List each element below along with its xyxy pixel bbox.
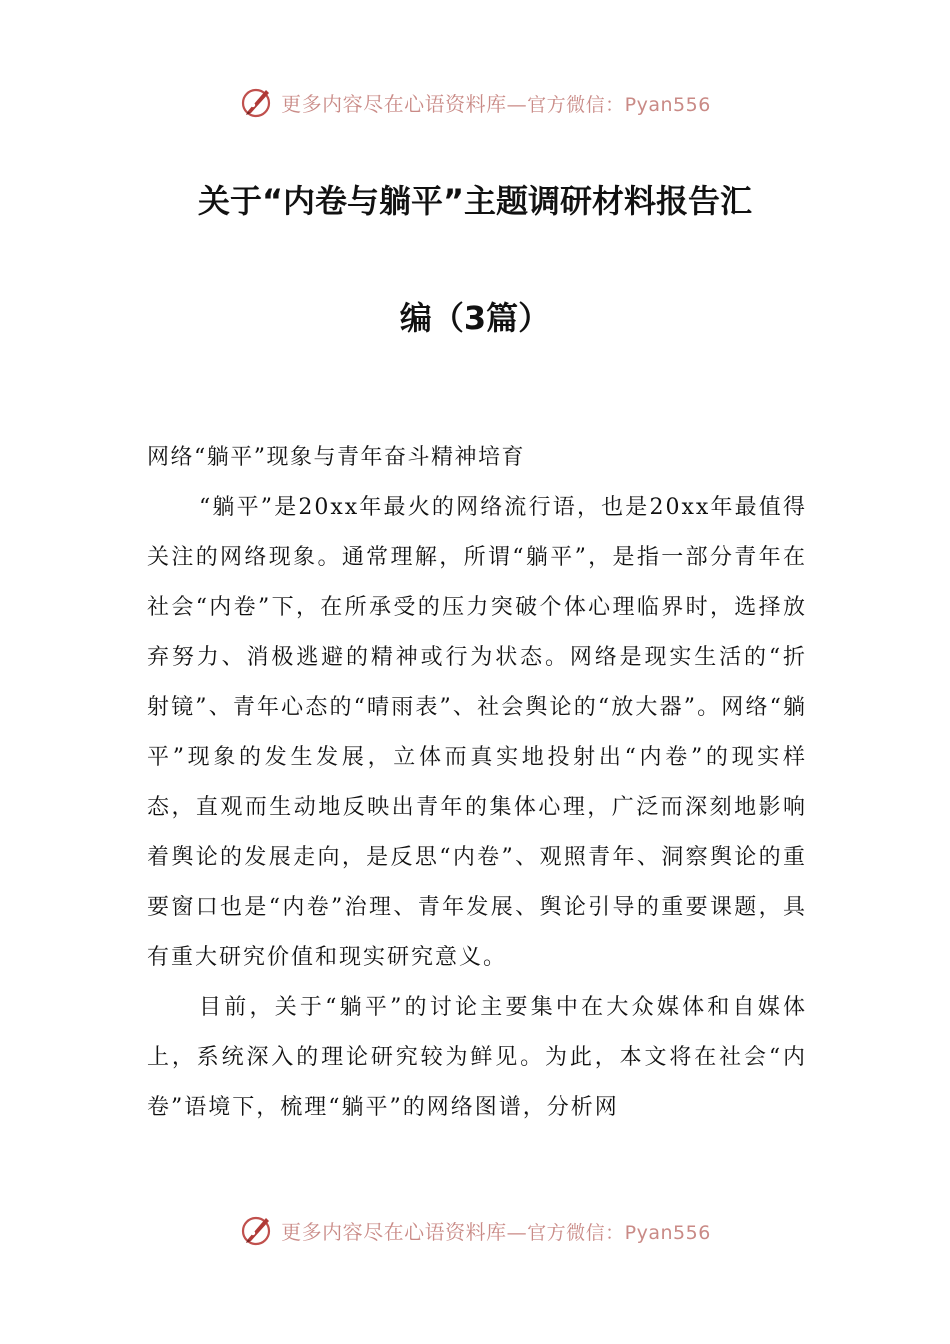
watermark-contact: 官方微信：Pyan556 xyxy=(527,1221,711,1244)
watermark-brand: 更多内容尽在心语资料库 xyxy=(281,91,507,116)
paragraph-1: “躺平”是20xx年最火的网络流行语，也是20xx年最值得关注的网络现象。通常理解，所谓“躺平”，是指一部分青年在社会“内卷”下，在所承受的压力突破个体心理临界时，选择放弃努力、消极逃避的精神或行为状态。网络是现实生活的“折射镜”、青年心态的“晴雨表”、社会舆论的“放大器”。网络“躺平”现象的发生发展，立体而真实地投射出“内卷”的现实样态，直观而生动地反映出青年的集体心理，广泛而深刻地影响着舆论的发展走向，是反思“内卷”、观照青年、洞察舆论的重要窗口也是“内卷”治理、青年发展、舆论引导的重要课题，具有重大研究价值和现实研究意义。 xyxy=(147,495,807,970)
watermark-text xyxy=(281,88,711,117)
footer-watermark xyxy=(0,1210,950,1250)
watermark-brand: 更多内容尽在心语资料库 xyxy=(281,1219,507,1244)
watermark-text xyxy=(281,1216,711,1245)
watermark-contact: 官方微信：Pyan556 xyxy=(527,93,711,116)
article-heading: 网络“躺平”现象与青年奋斗精神培育 xyxy=(147,445,525,470)
pen-circle-logo-icon xyxy=(239,1212,275,1248)
watermark-separator: — xyxy=(506,91,528,116)
watermark-separator: — xyxy=(506,1219,528,1244)
header-watermark xyxy=(0,82,950,122)
pen-circle-logo-icon xyxy=(239,84,275,120)
document-title-line-2: 编（3篇） xyxy=(399,299,551,337)
document-title-line-1: 关于“内卷与躺平”主题调研材料报告汇 xyxy=(197,182,753,220)
paragraph-2: 目前，关于“躺平”的讨论主要集中在大众媒体和自媒体上，系统深入的理论研究较为鲜见。为此，本文将在社会“内卷”语境下，梳理“躺平”的网络图谱，分析网 xyxy=(147,995,807,1120)
article-body xyxy=(147,433,807,1133)
